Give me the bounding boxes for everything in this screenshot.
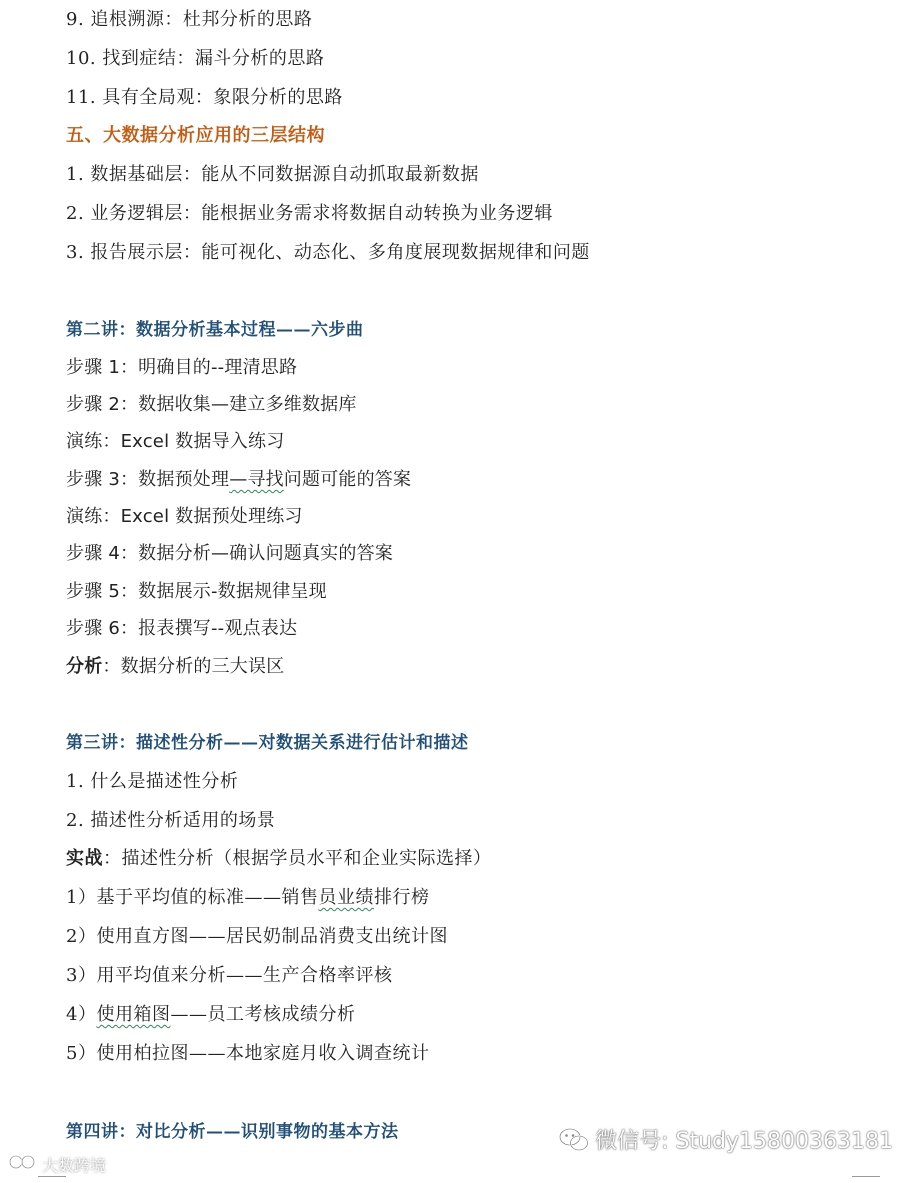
structure-layer-2: 2. 业务逻辑层：能根据业务需求将数据自动转换为业务逻辑 bbox=[66, 203, 553, 224]
step-3-underlined: —寻找 bbox=[229, 469, 284, 490]
outline-item-9: 9. 追根溯源：杜邦分析的思路 bbox=[66, 9, 313, 30]
descriptive-item-1: 1. 什么是描述性分析 bbox=[66, 771, 239, 792]
practice-item-4 bbox=[66, 1003, 355, 1027]
practice-item-1-a: 1）基于平均值的标准——销售 bbox=[66, 887, 319, 908]
exercise-excel-import: 演练：Excel 数据导入练习 bbox=[66, 431, 285, 452]
practice-item-4-c: ——员工考核成绩分析 bbox=[170, 1004, 356, 1025]
wechat-id: 微信号: Study15800363181 bbox=[595, 1129, 893, 1154]
step-1: 步骤 1：明确目的--理清思路 bbox=[66, 357, 298, 378]
structure-layer-1: 1. 数据基础层：能从不同数据源自动抓取最新数据 bbox=[66, 164, 479, 185]
step-3 bbox=[66, 468, 411, 492]
practice-text: ：描述性分析（根据学员水平和企业实际选择） bbox=[103, 848, 492, 869]
step-3-rest: 问题可能的答案 bbox=[283, 469, 412, 490]
step-2: 步骤 2：数据收集—建立多维数据库 bbox=[66, 394, 357, 415]
practice-item-4-underlined: 使用箱图 bbox=[96, 1004, 171, 1025]
source-name: 大数跨境 bbox=[42, 1155, 107, 1175]
step-4: 步骤 4：数据分析—确认问题真实的答案 bbox=[66, 543, 393, 564]
step-5: 步骤 5：数据展示-数据规律呈现 bbox=[66, 581, 327, 602]
exercise-excel-preprocess: 演练：Excel 数据预处理练习 bbox=[66, 506, 303, 527]
analysis-misconceptions bbox=[66, 655, 284, 679]
lecture-heading-4: 第四讲：对比分析——识别事物的基本方法 bbox=[66, 1122, 399, 1142]
step-6: 步骤 6：报表撰写--观点表达 bbox=[66, 618, 298, 639]
outline-item-11: 11. 具有全局观：象限分析的思路 bbox=[66, 87, 343, 108]
practice-item-5: 5）使用柏拉图——本地家庭月收入调查统计 bbox=[66, 1043, 430, 1064]
source-watermark bbox=[8, 1152, 106, 1176]
practice-heading bbox=[66, 847, 492, 871]
practice-item-4-a: 4） bbox=[66, 1004, 97, 1025]
step-3-label: 步骤 3：数据预处理 bbox=[66, 469, 230, 490]
structure-layer-3: 3. 报告展示层：能可视化、动态化、多角度展现数据规律和问题 bbox=[66, 242, 590, 263]
practice-item-3: 3）用平均值来分析——生产合格率评核 bbox=[66, 965, 393, 986]
practice-label: 实战 bbox=[66, 848, 103, 869]
lecture-heading-3: 第三讲：描述性分析——对数据关系进行估计和描述 bbox=[66, 733, 469, 753]
outline-item-10: 10. 找到症结：漏斗分析的思路 bbox=[66, 48, 325, 69]
wechat-icon bbox=[559, 1127, 589, 1153]
analysis-label: 分析 bbox=[66, 656, 103, 677]
practice-item-1-underlined: 员业绩 bbox=[318, 887, 374, 908]
lecture-heading-2: 第二讲：数据分析基本过程——六步曲 bbox=[66, 320, 364, 340]
descriptive-item-2: 2. 描述性分析适用的场景 bbox=[66, 810, 276, 831]
section-heading-5: 五、大数据分析应用的三层结构 bbox=[66, 125, 325, 146]
analysis-text: ：数据分析的三大误区 bbox=[102, 656, 285, 677]
practice-item-2: 2）使用直方图——居民奶制品消费支出统计图 bbox=[66, 926, 448, 947]
practice-item-1-c: 排行榜 bbox=[373, 887, 430, 908]
source-logo-icon bbox=[8, 1152, 38, 1176]
wechat-watermark bbox=[559, 1124, 893, 1155]
practice-item-1 bbox=[66, 886, 429, 910]
